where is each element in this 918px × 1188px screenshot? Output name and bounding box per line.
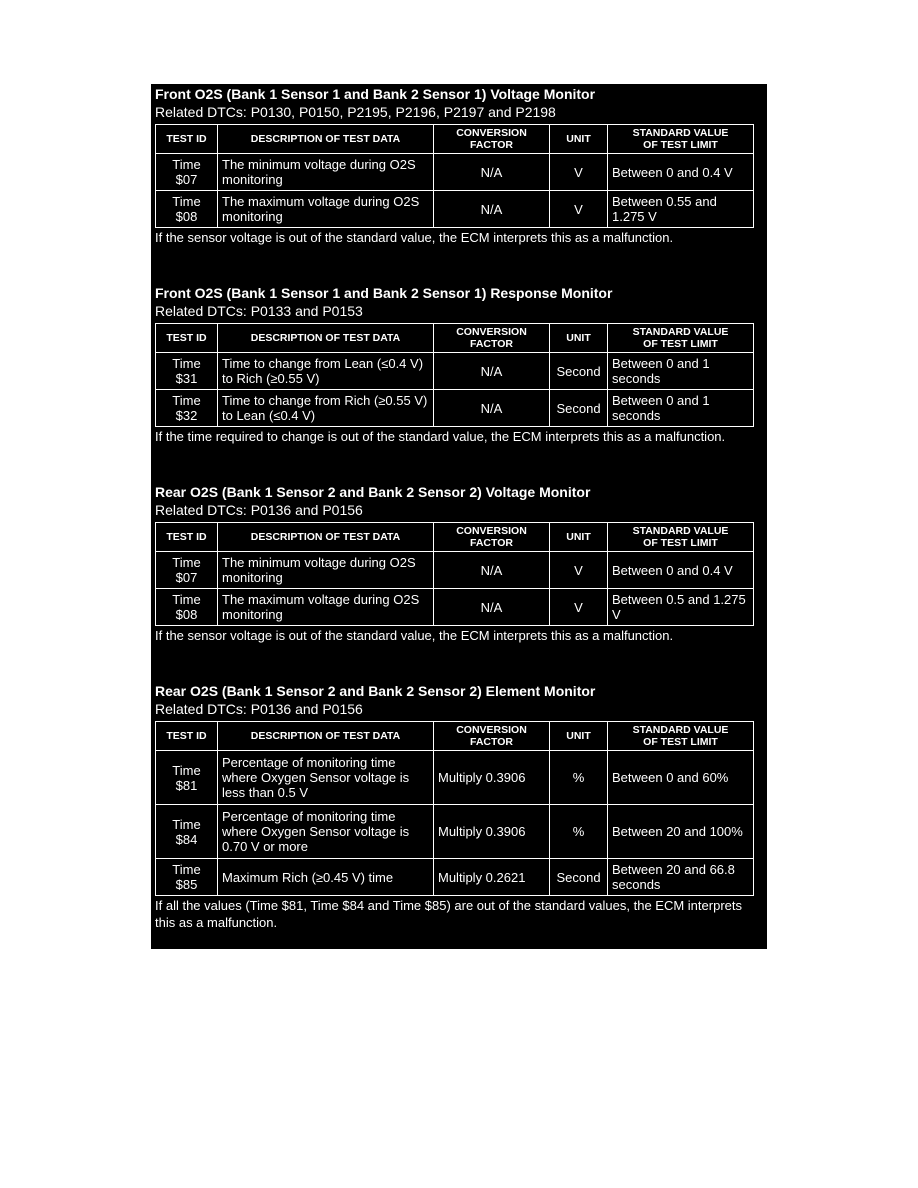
- cell-test-id: Time $07: [156, 552, 218, 589]
- table-row: [156, 191, 754, 228]
- header-conversion: CONVERSION FACTOR: [434, 125, 550, 154]
- cell-unit: Second: [550, 859, 608, 896]
- header-test-id: TEST ID: [156, 125, 218, 154]
- header-test-id: TEST ID: [156, 722, 218, 751]
- cell-description: Time to change from Rich (≥0.55 V) to Lean (≤0.4 V): [218, 390, 434, 427]
- cell-test-id: Time $08: [156, 589, 218, 626]
- related-dtcs: Related DTCs: P0130, P0150, P2195, P2196, P2197 and P2198: [155, 104, 556, 120]
- cell-description: The minimum voltage during O2S monitoring: [218, 154, 434, 191]
- section-front-voltage-monitor: [155, 85, 759, 246]
- cell-conversion: N/A: [434, 191, 550, 228]
- cell-conversion: Multiply 0.3906: [434, 805, 550, 859]
- section-title: Front O2S (Bank 1 Sensor 1 and Bank 2 Sensor 1) Response Monitor: [155, 285, 613, 301]
- cell-description: Time to change from Lean (≤0.4 V) to Rich (≥0.55 V): [218, 353, 434, 390]
- header-description: DESCRIPTION OF TEST DATA: [218, 523, 434, 552]
- header-conversion: CONVERSION FACTOR: [434, 324, 550, 353]
- header-unit: UNIT: [550, 324, 608, 353]
- table-row: [156, 805, 754, 859]
- document-panel: [151, 84, 767, 949]
- cell-unit: %: [550, 805, 608, 859]
- cell-conversion: N/A: [434, 552, 550, 589]
- cell-standard: Between 0 and 0.4 V: [608, 154, 754, 191]
- section-title: Rear O2S (Bank 1 Sensor 2 and Bank 2 Sensor 2) Element Monitor: [155, 683, 596, 699]
- header-conversion: CONVERSION FACTOR: [434, 523, 550, 552]
- cell-standard: Between 0 and 1 seconds: [608, 353, 754, 390]
- header-test-id: TEST ID: [156, 324, 218, 353]
- cell-test-id: Time $08: [156, 191, 218, 228]
- table-header-row: [156, 324, 754, 353]
- cell-standard: Between 20 and 100%: [608, 805, 754, 859]
- section-front-response-monitor: [155, 284, 759, 445]
- cell-conversion: N/A: [434, 353, 550, 390]
- test-table: [155, 323, 754, 427]
- cell-test-id: Time $85: [156, 859, 218, 896]
- header-description: DESCRIPTION OF TEST DATA: [218, 324, 434, 353]
- cell-standard: Between 0 and 1 seconds: [608, 390, 754, 427]
- header-standard: STANDARD VALUE OF TEST LIMIT: [608, 324, 754, 353]
- cell-test-id: Time $81: [156, 751, 218, 805]
- table-header-row: [156, 523, 754, 552]
- header-unit: UNIT: [550, 523, 608, 552]
- cell-test-id: Time $32: [156, 390, 218, 427]
- cell-unit: %: [550, 751, 608, 805]
- table-row: [156, 353, 754, 390]
- cell-unit: V: [550, 191, 608, 228]
- table-row: [156, 589, 754, 626]
- cell-standard: Between 0 and 60%: [608, 751, 754, 805]
- cell-unit: V: [550, 552, 608, 589]
- table-row: [156, 154, 754, 191]
- section-title: Front O2S (Bank 1 Sensor 1 and Bank 2 Sensor 1) Voltage Monitor: [155, 86, 596, 102]
- table-row: [156, 552, 754, 589]
- cell-conversion: N/A: [434, 589, 550, 626]
- cell-description: Maximum Rich (≥0.45 V) time: [218, 859, 434, 896]
- header-standard: STANDARD VALUE OF TEST LIMIT: [608, 722, 754, 751]
- cell-standard: Between 20 and 66.8 seconds: [608, 859, 754, 896]
- related-dtcs: Related DTCs: P0133 and P0153: [155, 303, 363, 319]
- cell-conversion: Multiply 0.2621: [434, 859, 550, 896]
- header-standard: STANDARD VALUE OF TEST LIMIT: [608, 125, 754, 154]
- related-dtcs: Related DTCs: P0136 and P0156: [155, 502, 363, 518]
- section-rear-element-monitor: [155, 682, 759, 931]
- cell-description: The maximum voltage during O2S monitoring: [218, 589, 434, 626]
- header-unit: UNIT: [550, 722, 608, 751]
- header-description: DESCRIPTION OF TEST DATA: [218, 722, 434, 751]
- header-test-id: TEST ID: [156, 523, 218, 552]
- header-description: DESCRIPTION OF TEST DATA: [218, 125, 434, 154]
- cell-test-id: Time $07: [156, 154, 218, 191]
- cell-unit: V: [550, 154, 608, 191]
- table-header-row: [156, 125, 754, 154]
- section-title: Rear O2S (Bank 1 Sensor 2 and Bank 2 Sensor 2) Voltage Monitor: [155, 484, 591, 500]
- cell-description: The maximum voltage during O2S monitoring: [218, 191, 434, 228]
- header-standard: STANDARD VALUE OF TEST LIMIT: [608, 523, 754, 552]
- header-unit: UNIT: [550, 125, 608, 154]
- cell-unit: Second: [550, 353, 608, 390]
- test-table: [155, 721, 754, 896]
- cell-conversion: N/A: [434, 390, 550, 427]
- table-row: [156, 859, 754, 896]
- table-row: [156, 751, 754, 805]
- cell-conversion: Multiply 0.3906: [434, 751, 550, 805]
- section-note: If the sensor voltage is out of the standard value, the ECM interprets this as a malfunction.: [155, 230, 674, 245]
- header-conversion: CONVERSION FACTOR: [434, 722, 550, 751]
- cell-description: Percentage of monitoring time where Oxygen Sensor voltage is 0.70 V or more: [218, 805, 434, 859]
- cell-description: Percentage of monitoring time where Oxygen Sensor voltage is less than 0.5 V: [218, 751, 434, 805]
- cell-standard: Between 0.55 and 1.275 V: [608, 191, 754, 228]
- related-dtcs: Related DTCs: P0136 and P0156: [155, 701, 363, 717]
- cell-standard: Between 0.5 and 1.275 V: [608, 589, 754, 626]
- cell-unit: Second: [550, 390, 608, 427]
- section-rear-voltage-monitor: [155, 483, 759, 644]
- cell-test-id: Time $84: [156, 805, 218, 859]
- section-note: If the sensor voltage is out of the standard value, the ECM interprets this as a malfunction.: [155, 628, 674, 643]
- table-header-row: [156, 722, 754, 751]
- table-row: [156, 390, 754, 427]
- cell-description: The minimum voltage during O2S monitoring: [218, 552, 434, 589]
- test-table: [155, 522, 754, 626]
- test-table: [155, 124, 754, 228]
- section-note: If the time required to change is out of the standard value, the ECM interprets this as a malfunction.: [155, 429, 726, 444]
- cell-conversion: N/A: [434, 154, 550, 191]
- cell-standard: Between 0 and 0.4 V: [608, 552, 754, 589]
- cell-unit: V: [550, 589, 608, 626]
- cell-test-id: Time $31: [156, 353, 218, 390]
- section-note: If all the values (Time $81, Time $84 and Time $85) are out of the standard values, the ECM interprets this as a malfunction.: [155, 898, 742, 930]
